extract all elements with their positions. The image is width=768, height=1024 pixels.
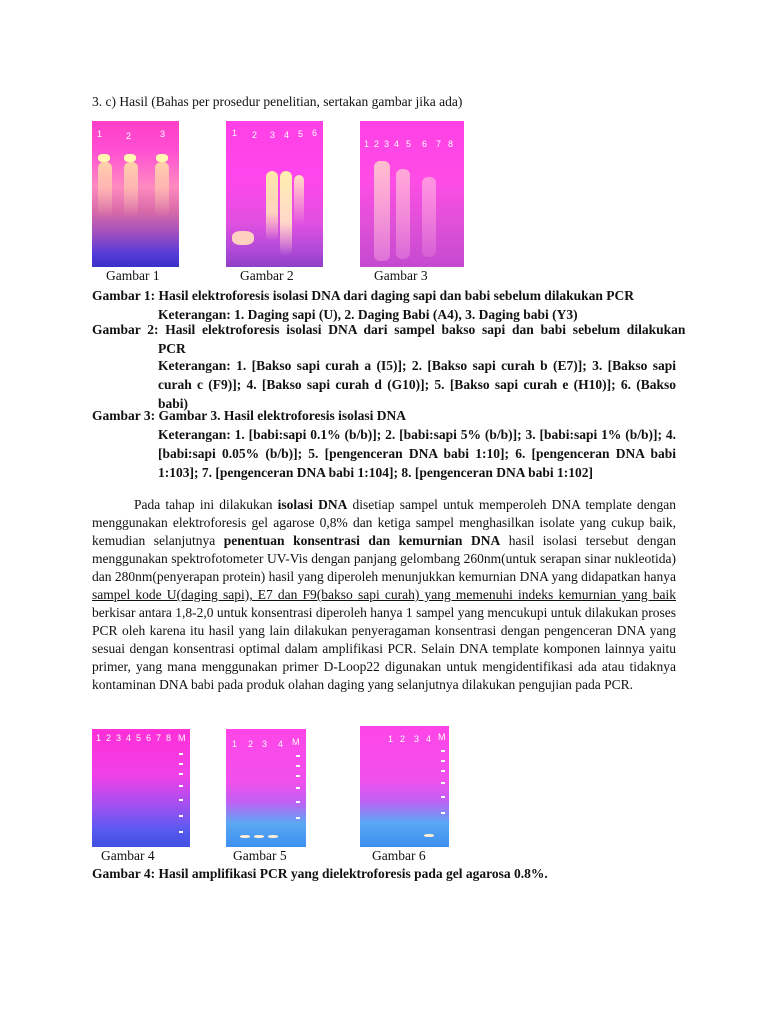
lane-label: 8 — [448, 139, 454, 149]
lane-label: 7 — [156, 733, 162, 743]
dna-band — [240, 835, 250, 838]
lane-label: 2 — [248, 739, 254, 749]
lane-label: 1 — [97, 129, 103, 139]
lane-label: 4 — [426, 734, 432, 744]
lane-label: 4 — [126, 733, 132, 743]
dna-band — [232, 231, 254, 245]
lane-label: 3 — [414, 734, 420, 744]
dna-band — [156, 154, 168, 162]
ladder-band — [179, 815, 183, 817]
lane-label: 3 — [116, 733, 122, 743]
figure-3-legend: Keterangan: 1. [babi:sapi 0.1% (b/b)]; 2. [babi:sapi 5% (b/b)]; 3. [babi:sapi 1% (b/b)]; 4. [babi:sapi 0.05% (b/b)]; 5. [pengenceran DNA babi 1:10]; 6. [pengenceran DNA babi 1:103]; 7. [pengenceran DNA babi 1:104]; 8. [pengenceran DNA babi 1:102] — [158, 427, 676, 480]
dna-smear — [155, 162, 169, 217]
lane-label: 1 — [96, 733, 102, 743]
lane-label: 2 — [374, 139, 380, 149]
lane-label: 1 — [232, 128, 238, 138]
dna-band — [98, 154, 110, 162]
lane-label: 2 — [400, 734, 406, 744]
lane-label: 8 — [166, 733, 172, 743]
lane-label: 6 — [146, 733, 152, 743]
dna-band — [424, 834, 434, 837]
lane-label: 2 — [126, 131, 132, 141]
gel-image-2 — [226, 121, 323, 267]
ladder-band — [296, 787, 300, 789]
ladder-band — [441, 750, 445, 752]
lane-label: 4 — [284, 130, 290, 140]
paragraph-text: disetiap sampel untuk memperoleh DNA template dengan menggunakan elektroforesis gel agarose 0,8% dan ketiga sampel menghasilkan isolate yang cukup baik, kemudian selanjutnya — [92, 497, 676, 548]
gel-image-6 — [360, 726, 449, 847]
figure-3-caption: Gambar 3: Gambar 3. Hasil elektroforesis isolasi DNA — [92, 408, 406, 423]
ladder-band — [179, 763, 183, 765]
paragraph-underline: sampel kode U(daging sapi), E7 dan F9(bakso sapi curah) yang memenuhi indeks kemurnian yang baik — [92, 587, 676, 602]
dna-band — [124, 154, 136, 162]
gel-caption-4: Gambar 4 — [101, 848, 155, 863]
paragraph-text: berkisar antara 1,8-2,0 untuk konsentrasi diperoleh hanya 1 sampel yang mencukupi untuk dilakukan proses PCR oleh karena itu hasil yang lain dilakukan penyeragaman konsentrasi dengan pengenceran DNA yang sesuai dengan konsentrasi optimal dalam amplifikasi PCR. Selain DNA template komponen lainnya yaitu primer, yang mana menggunakan primer D-Loop22 digunakan untuk mengidentifikasi ada atau tidaknya kontaminan DNA babi pada produk olahan daging yang selanjutnya dilakukan pengujian pada PCR. — [92, 605, 676, 692]
lane-label: 2 — [252, 130, 258, 140]
dna-band — [254, 835, 264, 838]
body-paragraph — [92, 496, 676, 694]
ladder-band — [441, 770, 445, 772]
lane-label: 3 — [160, 129, 166, 139]
lane-label: M — [178, 733, 186, 743]
lane-label: 6 — [312, 128, 318, 138]
ladder-band — [441, 782, 445, 784]
dna-smear — [98, 162, 112, 217]
gel-caption-6: Gambar 6 — [372, 848, 426, 863]
paragraph-bold: penentuan konsentrasi dan kemurnian DNA — [223, 533, 501, 548]
gel-caption-5: Gambar 5 — [233, 848, 287, 863]
gel-image-1 — [92, 121, 179, 267]
lane-label: 1 — [388, 734, 394, 744]
ladder-band — [179, 753, 183, 755]
lane-label: 2 — [106, 733, 112, 743]
ladder-band — [441, 796, 445, 798]
figure-2-caption: Gambar 2: Hasil elektroforesis isolasi DNA dari sampel bakso sapi dan babi sebelum dilakukan — [92, 322, 686, 337]
ladder-band — [441, 760, 445, 762]
paragraph-bold: isolasi DNA — [277, 497, 348, 512]
dna-smear — [396, 169, 410, 259]
ladder-band — [179, 799, 183, 801]
dna-smear — [266, 171, 278, 241]
figure-4-caption: Gambar 4: Hasil amplifikasi PCR yang dielektroforesis pada gel agarosa 0.8%. — [92, 866, 548, 881]
lane-label: 5 — [406, 139, 412, 149]
figure-1-caption: Gambar 1: Hasil elektroforesis isolasi DNA dari daging sapi dan babi sebelum dilakukan PCR — [92, 288, 634, 303]
gel-caption-2: Gambar 2 — [240, 268, 294, 283]
ladder-band — [441, 812, 445, 814]
lane-label: 4 — [394, 139, 400, 149]
gel-image-5 — [226, 729, 306, 847]
lane-label: 3 — [262, 739, 268, 749]
gel-image-3 — [360, 121, 464, 267]
lane-label: 1 — [232, 739, 238, 749]
lane-label: 5 — [136, 733, 142, 743]
ladder-band — [296, 765, 300, 767]
gel-caption-3: Gambar 3 — [374, 268, 428, 283]
figure-2-caption-cont: PCR — [158, 341, 186, 356]
ladder-band — [296, 817, 300, 819]
lane-label: 5 — [298, 129, 304, 139]
dna-smear — [280, 171, 292, 256]
lane-label: 6 — [422, 139, 428, 149]
lane-label: 1 — [364, 139, 370, 149]
dna-smear — [124, 162, 138, 217]
lane-label: M — [438, 732, 446, 742]
dna-smear — [374, 161, 390, 261]
dna-smear — [422, 177, 436, 257]
ladder-band — [179, 773, 183, 775]
lane-label: 4 — [278, 739, 284, 749]
ladder-band — [296, 775, 300, 777]
lane-label: M — [292, 737, 300, 747]
lane-label: 3 — [384, 139, 390, 149]
paragraph-text: hasil isolasi tersebut dengan menggunakan spektrofotometer UV-Vis dengan panjang gelombang 260nm(untuk serapan sinar nukleotida) dan 280nm(penyerapan protein) hasil yang diperoleh menunjukkan kemurnian DNA yang didapatkan hanya — [92, 533, 677, 584]
ladder-band — [179, 831, 183, 833]
ladder-band — [179, 785, 183, 787]
gel-image-4 — [92, 729, 190, 847]
ladder-band — [296, 755, 300, 757]
section-heading: 3. c) Hasil (Bahas per prosedur penelitian, sertakan gambar jika ada) — [92, 94, 463, 109]
gel-caption-1: Gambar 1 — [106, 268, 160, 283]
paragraph-text: Pada tahap ini dilakukan — [134, 497, 278, 512]
ladder-band — [296, 801, 300, 803]
figure-1-legend: Keterangan: 1. Daging sapi (U), 2. Daging Babi (A4), 3. Daging babi (Y3) — [158, 307, 578, 322]
lane-label: 3 — [270, 130, 276, 140]
dna-band — [268, 835, 278, 838]
dna-smear — [294, 175, 304, 225]
lane-label: 7 — [436, 139, 442, 149]
figure-2-legend: Keterangan: 1. [Bakso sapi curah a (I5)]; 2. [Bakso sapi curah b (E7)]; 3. [Bakso sapi curah c (F9)]; 4. [Bakso sapi curah d (G10)]; 5. [Bakso sapi curah e (H10)]; 6. (Bakso babi) — [158, 358, 676, 411]
